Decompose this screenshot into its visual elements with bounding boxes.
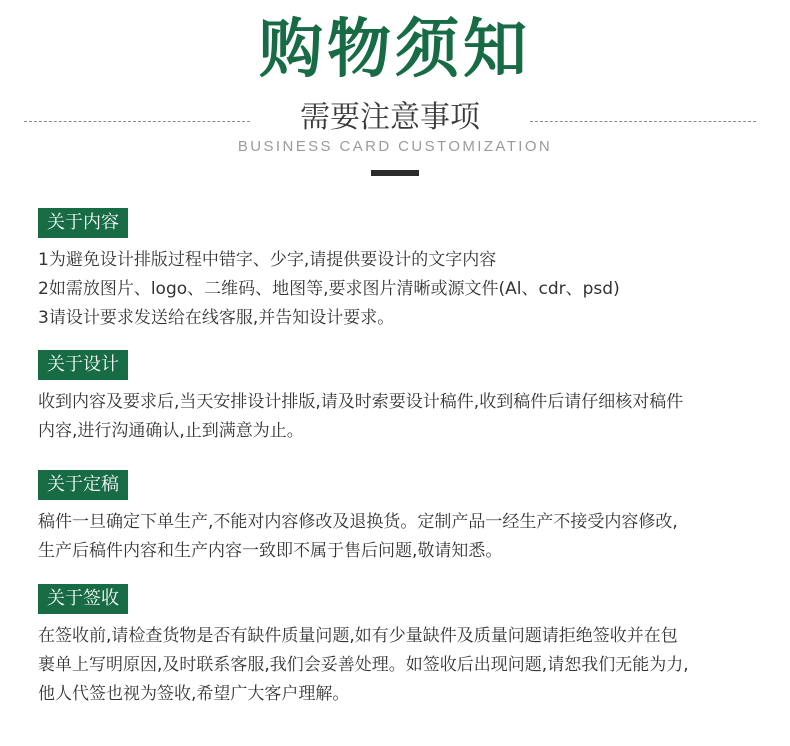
section-finalize (38, 470, 758, 566)
page-title: 购物须知 (259, 13, 531, 87)
section-tag: 关于设计 (38, 350, 128, 380)
text-line: 生产后稿件内容和生产内容一致即不属于售后问题,敬请知悉。 (38, 541, 503, 561)
section-receipt (38, 584, 758, 709)
section-tag: 关于定稿 (38, 470, 128, 500)
text-line: 1为避免设计排版过程中错字、少字,请提供要设计的文字内容 (38, 250, 497, 270)
text-line: 稿件一旦确定下单生产,不能对内容修改及退换货。定制产品一经生产不接受内容修改, (38, 512, 678, 532)
accent-bar (371, 170, 419, 176)
divider-right (530, 121, 756, 122)
text-line: 裹单上写明原因,及时联系客服,我们会妥善处理。如签收后出现问题,请恕我们无能为力, (38, 655, 689, 675)
section-tag: 关于签收 (38, 584, 128, 614)
section-tag: 关于内容 (38, 208, 128, 238)
section-text (38, 246, 758, 333)
section-content (38, 208, 758, 333)
subtitle-row (0, 96, 790, 140)
text-line: 收到内容及要求后,当天安排设计排版,请及时索要设计稿件,收到稿件后请仔细核对稿件 (38, 392, 684, 412)
text-line: 他人代签也视为签收,希望广大客户理解。 (38, 684, 350, 704)
page-subtitle: 需要注意事项 (300, 100, 480, 135)
text-line: 在签收前,请检查货物是否有缺件质量问题,如有少量缺件及质量问题请拒绝签收并在包 (38, 626, 678, 646)
section-text (38, 622, 758, 709)
divider-left (24, 121, 250, 122)
text-line: 3请设计要求发送给在线客服,并告知设计要求。 (38, 308, 395, 328)
text-line: 2如需放图片、logo、二维码、地图等,要求图片清晰或源文件(Al、cdr、psd) (38, 279, 620, 299)
english-caption: BUSINESS CARD CUSTOMIZATION (237, 138, 553, 155)
section-text (38, 388, 758, 446)
section-text (38, 508, 758, 566)
section-design (38, 350, 758, 446)
text-line: 内容,进行沟通确认,止到满意为止。 (38, 421, 304, 441)
